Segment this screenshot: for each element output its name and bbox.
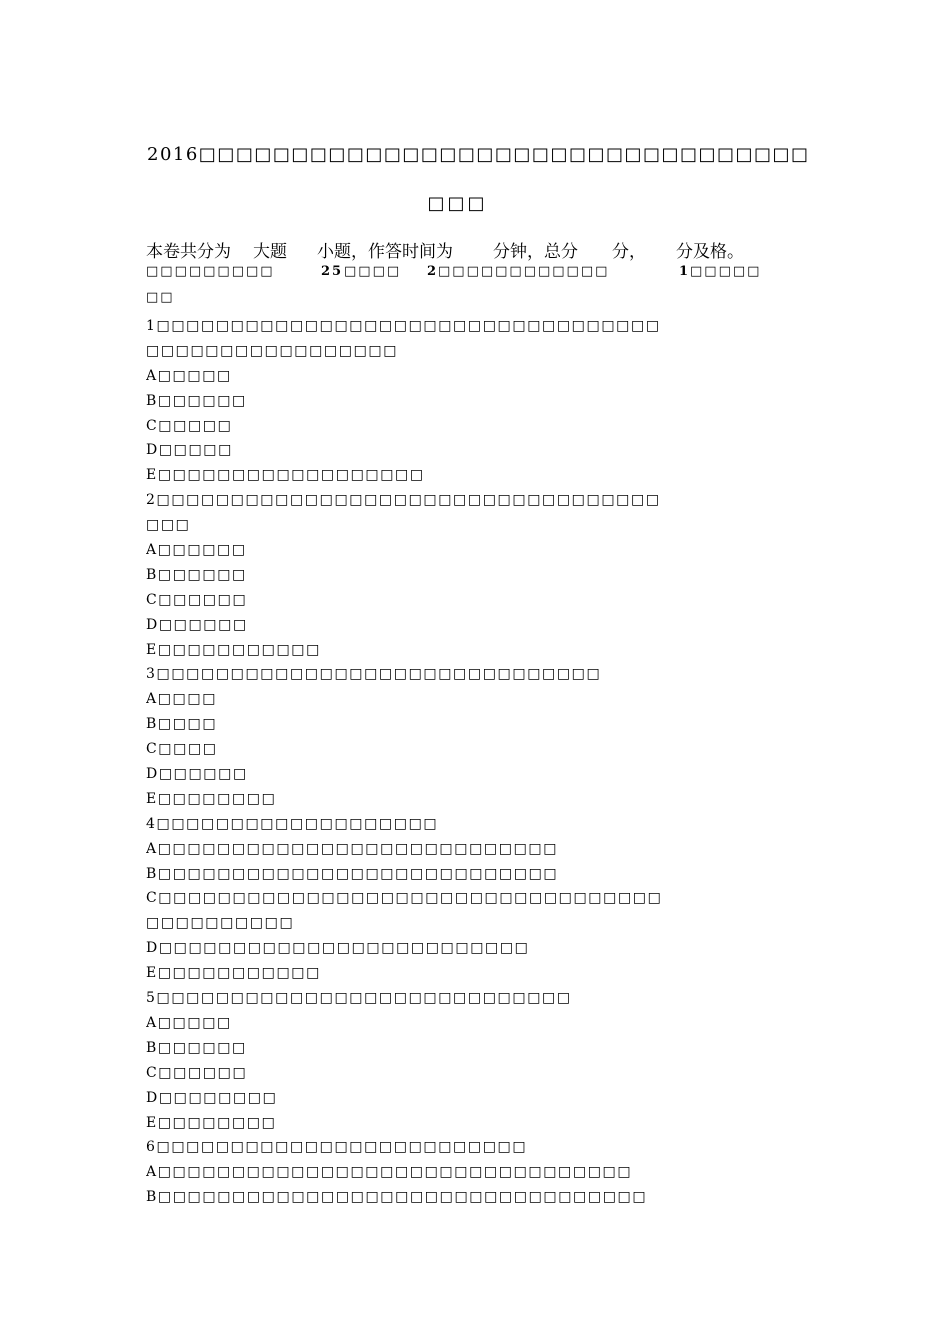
question-line: C□□□□□□ (146, 1064, 248, 1081)
question-line: B□□□□□□ (146, 1039, 247, 1056)
summary-part5: 分， (612, 242, 646, 262)
section-question-count: 25 (321, 264, 344, 279)
question-line: D□□□□□□□□□□□□□□□□□□□□□□□□□ (146, 940, 530, 957)
question-line: 5□□□□□□□□□□□□□□□□□□□□□□□□□□□□ (146, 990, 572, 1007)
section-answer-count: 1 (679, 264, 691, 279)
exam-summary (146, 237, 744, 262)
summary-part1: 本卷共分为 (146, 242, 231, 262)
question-line: C□□□□□ (146, 417, 233, 434)
question-line: A□□□□□□□□□□□□□□□□□□□□□□□□□□□□□□□□ (146, 1164, 633, 1181)
question-line: 4□□□□□□□□□□□□□□□□□□□ (146, 815, 439, 832)
question-line: E□□□□□□□□□□□ (146, 641, 321, 658)
section-line2: □□ (146, 290, 175, 305)
question-line: B□□□□□□ (146, 392, 247, 409)
section-text2: □□□□ (344, 264, 402, 279)
question-line: 1□□□□□□□□□□□□□□□□□□□□□□□□□□□□□□□□□□ (146, 318, 661, 334)
question-line: 6□□□□□□□□□□□□□□□□□□□□□□□□□ (146, 1139, 528, 1156)
question-line: C□□□□ (146, 741, 218, 758)
summary-part2: 大题 (253, 242, 287, 262)
question-line: A□□□□ (146, 691, 218, 708)
document-title: 2016□□□□□□□□□□□□□□□□□□□□□□□□□□□□□□□□□ (147, 144, 810, 165)
summary-part4: 分钟，总分 (493, 242, 578, 262)
question-line: B□□□□ (146, 716, 218, 733)
question-line: D□□□□□□□□ (146, 1089, 278, 1106)
question-line: B□□□□□□□□□□□□□□□□□□□□□□□□□□□□□□□□□ (146, 1189, 648, 1206)
question-line: D□□□□□□ (146, 616, 248, 633)
question-line: B□□□□□□□□□□□□□□□□□□□□□□□□□□□ (146, 865, 559, 882)
question-line: E□□□□□□□□ (146, 790, 277, 807)
summary-part3: 小题，作答时间为 (317, 242, 453, 262)
section-text3: □□□□□□□□□□□□ (438, 264, 610, 279)
question-line: D□□□□□□ (146, 766, 248, 783)
question-line: C□□□□□□ (146, 591, 248, 608)
question-line: A□□□□□□ (146, 542, 247, 559)
question-line: 2□□□□□□□□□□□□□□□□□□□□□□□□□□□□□□□□□□ (146, 492, 661, 509)
question-line: E□□□□□□□□ (146, 1114, 277, 1131)
question-line: D□□□□□ (146, 442, 233, 459)
question-line: A□□□□□□□□□□□□□□□□□□□□□□□□□□□ (146, 840, 559, 857)
question-line: 3□□□□□□□□□□□□□□□□□□□□□□□□□□□□□□ (146, 666, 602, 683)
section-text1: □□□□□□□□□ (146, 264, 275, 279)
question-line: C□□□□□□□□□□□□□□□□□□□□□□□□□□□□□□□□□□ (146, 890, 663, 907)
question-line: E□□□□□□□□□□□ (146, 965, 321, 982)
question-list (146, 314, 846, 1210)
question-line: A□□□□□ (146, 1014, 232, 1031)
question-line: E□□□□□□□□□□□□□□□□□□ (146, 467, 425, 484)
document-subtitle: □□□ (427, 193, 488, 214)
section-score-per-question: 2 (427, 264, 439, 279)
section-text4: □□□□□ (690, 264, 762, 279)
question-line: □□□□□□□□□□□□□□□□□ (146, 342, 399, 359)
question-line: □□□ (146, 517, 191, 534)
question-line: B□□□□□□ (146, 566, 247, 583)
question-line: A□□□□□ (146, 367, 232, 384)
question-line: □□□□□□□□□□ (146, 915, 295, 932)
summary-part6: 分及格。 (676, 242, 744, 262)
